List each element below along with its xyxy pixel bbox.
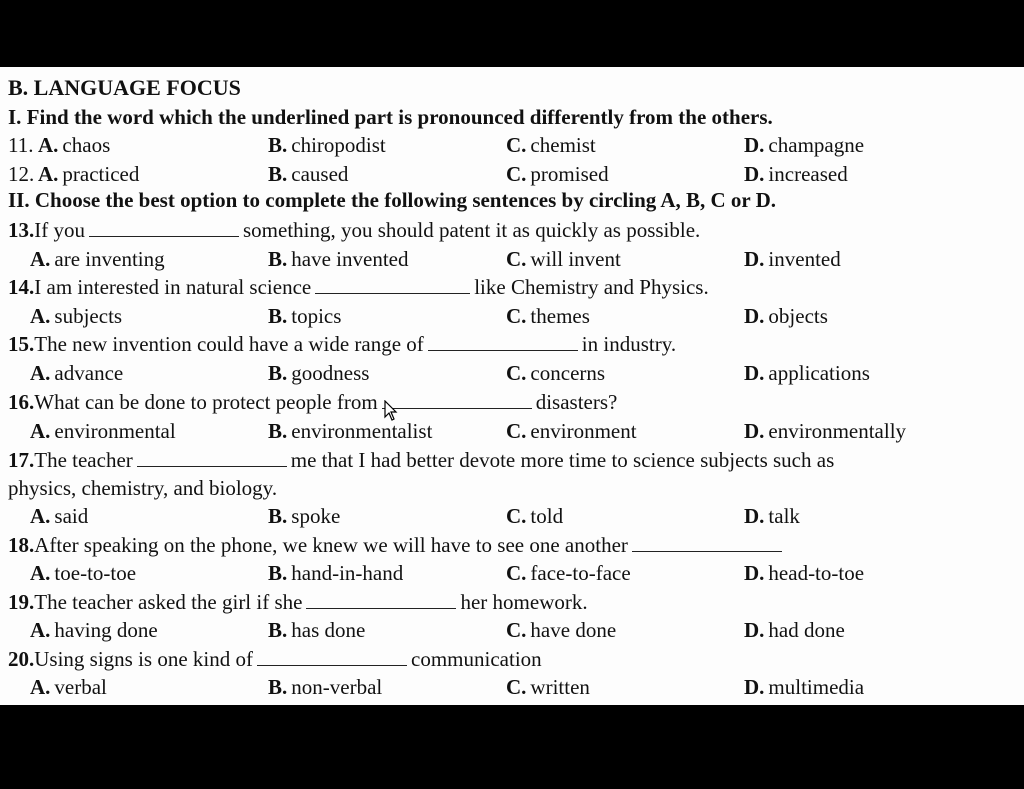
option-letter: D. [744,504,765,528]
option-letter: A. [30,675,51,699]
option-a [38,162,139,187]
option-b [268,162,348,187]
answer-blank [137,448,287,467]
option-letter: B. [268,618,288,642]
option-text: goodness [291,361,370,385]
option-letter: C. [506,361,527,385]
option-c [506,675,590,700]
option-letter: C. [506,504,527,528]
option-letter: C. [506,675,527,699]
option-letter: C. [506,162,527,186]
answer-blank [315,275,470,294]
part2-instruction: II. Choose the best option to complete the following sentences by circling A, B, C or D. [8,188,777,212]
option-text: increased [768,162,848,186]
option-a [38,133,110,158]
option-c [506,618,616,643]
option-text: toe-to-toe [54,561,137,585]
option-letter: B. [268,304,288,328]
answer-blank [632,533,782,552]
question-number: 13. [8,218,35,242]
question-number: 19. [8,590,35,614]
option-text: environment [530,419,637,443]
option-text: verbal [54,675,107,699]
option-letter: A. [30,561,51,585]
option-letter: A. [30,361,51,385]
option-letter: D. [744,247,765,271]
question-stem [8,448,834,473]
option-letter: A. [30,419,51,443]
option-letter: B. [268,561,288,585]
option-a [30,419,176,444]
option-letter: D. [744,162,765,186]
option-d [744,162,848,187]
option-a [30,561,136,586]
option-text: environmentally [768,419,907,443]
option-text: talk [768,504,800,528]
option-c [506,247,621,272]
option-letter: B. [268,247,288,271]
option-text: head-to-toe [768,561,865,585]
option-b [268,561,403,586]
option-b [268,133,386,158]
option-letter: D. [744,361,765,385]
option-letter: B. [268,504,288,528]
option-letter: D. [744,618,765,642]
stem-part: I am interested in natural science [34,275,312,299]
stem-part: The teacher [34,448,133,472]
option-text: objects [768,304,828,328]
option-b [268,361,369,386]
option-letter: B. [268,133,288,157]
question-stem [8,218,700,243]
question-stem [8,275,709,300]
answer-blank [257,647,407,666]
option-text: advance [54,361,124,385]
option-letter: A. [38,162,59,186]
option-text: concerns [530,361,606,385]
question-stem-continued: physics, chemistry, and biology. [8,476,278,500]
option-b [268,618,365,643]
option-text: written [530,675,590,699]
option-d [744,419,906,444]
option-text: topics [291,304,342,328]
option-text: having done [54,618,158,642]
option-text: has done [291,618,366,642]
option-text: caused [291,162,349,186]
question-stem [8,533,786,558]
stem-part: her homework. [460,590,588,614]
option-b [268,504,340,529]
answer-blank [382,390,532,409]
option-text: chaos [62,133,111,157]
stem-part: After speaking on the phone, we knew we will have to see one another [34,533,628,557]
answer-blank [89,218,239,237]
option-text: applications [768,361,870,385]
option-letter: A. [30,618,51,642]
option-a [30,618,158,643]
option-text: have invented [291,247,409,271]
option-c [506,504,563,529]
option-letter: B. [268,162,288,186]
question-number: 14. [8,275,35,299]
option-letter: A. [30,504,51,528]
option-text: non-verbal [291,675,383,699]
option-c [506,304,590,329]
option-b [268,247,408,272]
option-a [30,304,122,329]
option-letter: D. [744,304,765,328]
stem-part: something, you should patent it as quickly as possible. [243,218,701,242]
option-text: will invent [530,247,621,271]
option-text: multimedia [768,675,865,699]
option-letter: B. [268,675,288,699]
option-d [744,133,864,158]
question-stem [8,647,542,672]
option-c [506,561,631,586]
option-c [506,419,637,444]
option-c [506,361,605,386]
option-letter: A. [30,247,51,271]
option-c [506,162,609,187]
option-text: practiced [62,162,140,186]
option-text: environmentalist [291,419,433,443]
stem-part: disasters? [535,390,618,414]
question-number: 12. [8,162,35,186]
option-letter: D. [744,133,765,157]
question-number: 17. [8,448,35,472]
option-d [744,675,864,700]
section-title: B. LANGUAGE FOCUS [8,75,241,100]
stem-part: me that I had better devote more time to science subjects such as [290,448,835,472]
option-text: subjects [54,304,123,328]
stem-part: If you [34,218,85,242]
answer-blank [428,332,578,351]
question-number: 15. [8,332,35,356]
answer-blank [306,590,456,609]
stem-part: Using signs is one kind of [34,647,254,671]
option-letter: C. [506,561,527,585]
option-d [744,361,870,386]
option-text: invented [768,247,841,271]
stem-part: like Chemistry and Physics. [474,275,709,299]
option-a [30,675,107,700]
part1-instruction: I. Find the word which the underlined part is pronounced differently from the others. [8,105,773,129]
option-text: hand-in-hand [291,561,404,585]
option-letter: A. [30,304,51,328]
question-number: 20. [8,647,35,671]
option-a [30,247,165,272]
option-b [268,675,382,700]
option-text: face-to-face [530,561,631,585]
option-text: said [54,504,89,528]
option-letter: C. [506,618,527,642]
question-number: 18. [8,533,35,557]
stem-part: The teacher asked the girl if she [34,590,303,614]
question-number: 11. [8,133,34,157]
option-c [506,133,596,158]
question-stem [8,390,617,415]
option-d [744,247,841,272]
option-letter: C. [506,419,527,443]
option-text: have done [530,618,617,642]
option-text: chiropodist [291,133,386,157]
option-letter: D. [744,419,765,443]
option-a [30,504,88,529]
option-a [30,361,123,386]
option-text: are inventing [54,247,165,271]
option-b [268,419,432,444]
option-text: champagne [768,133,865,157]
option-text: chemist [530,133,596,157]
worksheet-page [0,67,1024,705]
option-letter: D. [744,675,765,699]
option-d [744,504,800,529]
option-text: themes [530,304,590,328]
option-d [744,618,845,643]
option-d [744,561,864,586]
stem-part: in industry. [581,332,677,356]
option-text: had done [768,618,845,642]
stem-part: The new invention could have a wide range of [34,332,424,356]
option-letter: B. [268,419,288,443]
option-letter: B. [268,361,288,385]
question-stem [8,590,588,615]
stem-part: communication [411,647,542,671]
option-text: told [530,504,564,528]
option-letter: C. [506,133,527,157]
option-letter: C. [506,304,527,328]
option-letter: D. [744,561,765,585]
option-b [268,304,341,329]
question-number: 16. [8,390,35,414]
option-text: spoke [291,504,341,528]
option-text: environmental [54,419,176,443]
stem-part: What can be done to protect people from [34,390,378,414]
option-letter: C. [506,247,527,271]
option-d [744,304,828,329]
question-stem [8,332,676,357]
option-letter: A. [38,133,59,157]
option-text: promised [530,162,609,186]
